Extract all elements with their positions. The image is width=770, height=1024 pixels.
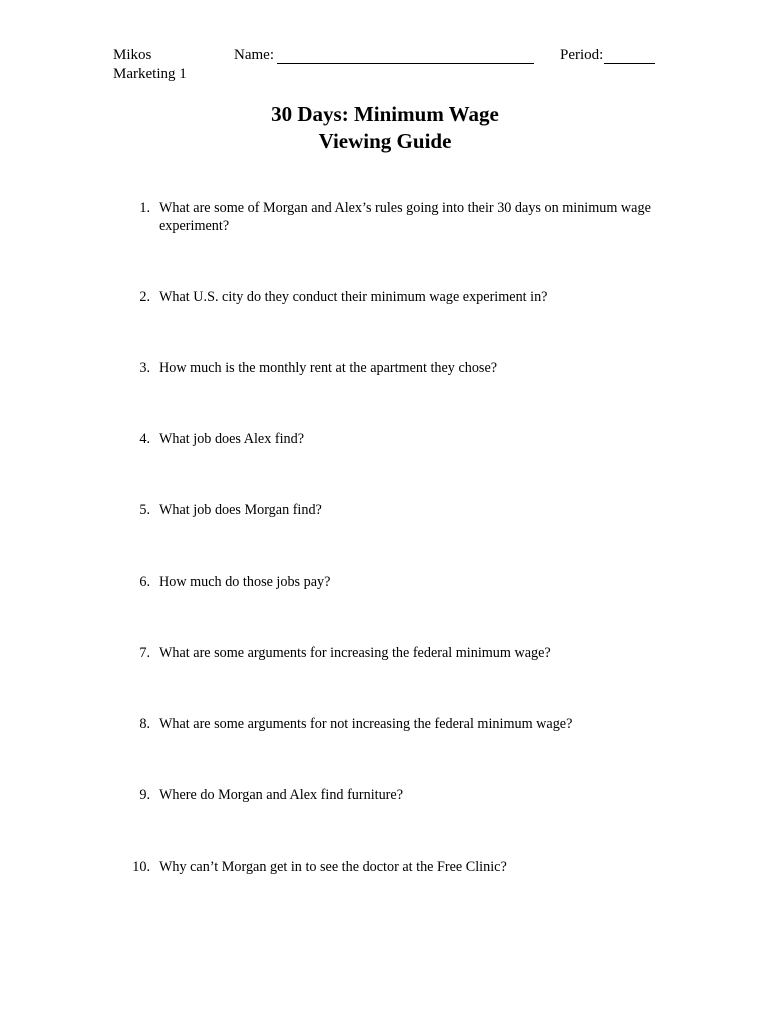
question-number: 6. [139,574,150,590]
question-text: What are some arguments for not increasing the federal minimum wage? [159,716,573,732]
question-text: How much is the monthly rent at the apartment they chose? [159,360,498,376]
page-subtitle: Viewing Guide [318,129,452,153]
name-blank-line[interactable] [277,47,534,64]
question-number: 9. [139,787,150,803]
question-text: What job does Morgan find? [159,502,322,518]
page-title: 30 Days: Minimum Wage [271,102,499,126]
course-name: Marketing 1 [113,66,187,82]
question-text: What U.S. city do they conduct their minimum wage experiment in? [159,289,548,305]
question-number: 2. [139,289,150,305]
question-number: 8. [139,716,150,732]
question-number: 4. [139,431,150,447]
name-field[interactable] [234,46,534,64]
question-number: 3. [139,360,150,376]
period-field[interactable] [560,46,655,64]
question-text: How much do those jobs pay? [159,574,331,590]
period-label: Period: [560,47,604,63]
question-number: 7. [139,645,150,661]
question-text: What job does Alex find? [159,431,304,447]
question-text: What are some of Morgan and Alex’s rules going into their 30 days on minimum wage experiment? [159,200,651,234]
period-blank-line[interactable] [604,47,655,64]
question-number: 1. [139,200,150,216]
teacher-name: Mikos [113,47,152,63]
question-number: 10. [132,859,150,875]
question-text: What are some arguments for increasing the federal minimum wage? [159,645,551,661]
name-label: Name: [234,47,274,63]
question-text: Why can’t Morgan get in to see the doctor at the Free Clinic? [159,859,507,875]
question-text: Where do Morgan and Alex find furniture? [159,787,403,803]
question-number: 5. [139,502,150,518]
